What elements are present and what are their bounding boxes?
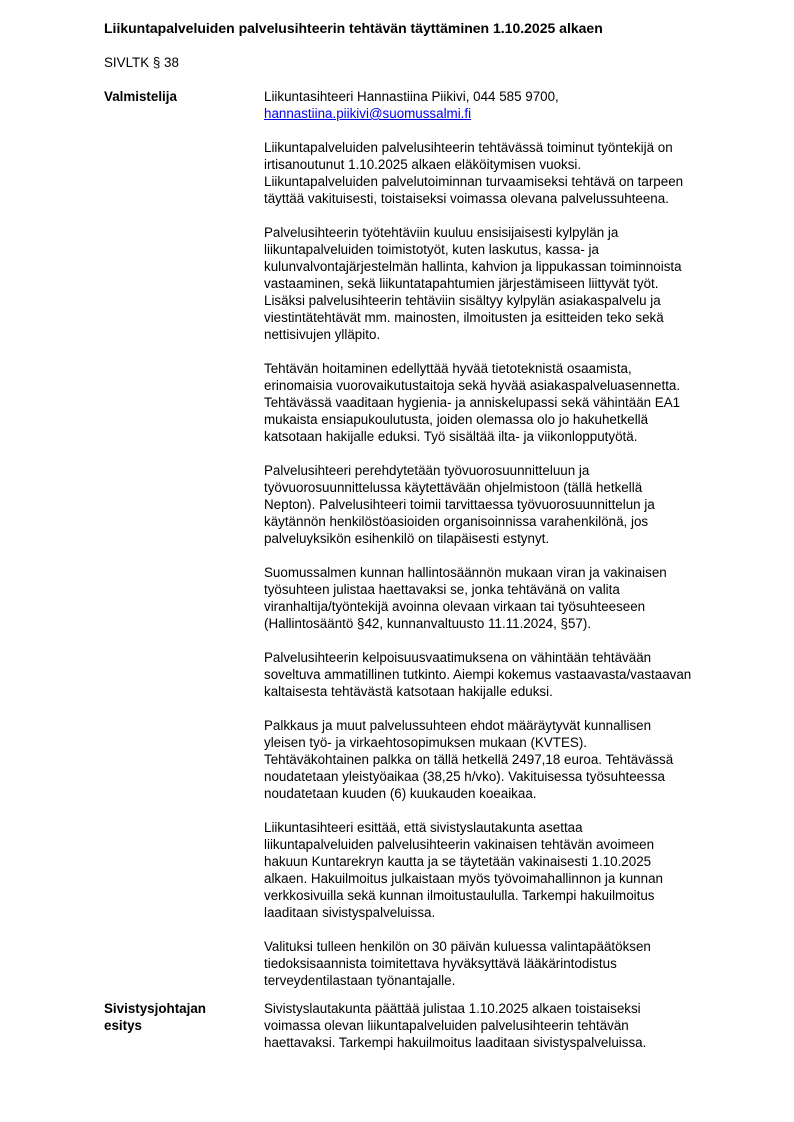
body-paragraph: [264, 139, 739, 207]
paragraph-line: katsotaan hakijalle eduksi. Työ sisältää ilta- ja viikonlopputyötä.: [264, 429, 638, 444]
paragraph-line: erinomaisia vuorovaikutustaitoja sekä hyvää asiakaspalveluasennetta.: [264, 378, 681, 393]
paragraph-line: viestintätehtävät mm. mainosten, ilmoitusten ja esitteiden teko sekä: [264, 310, 664, 325]
preparer-info: [264, 88, 739, 122]
paragraph-line: viranhaltija/työntekijä avoinna olevaan virkaan tai työsuhteeseen: [264, 599, 646, 614]
paragraph-line: tiedoksisaannista toimitettava hyväksyttävä lääkärintodistus: [264, 956, 617, 971]
paragraph-line: kulunvalvontajärjestelmän hallinta, kahvion ja lippukassan toiminnoista: [264, 259, 682, 274]
paragraph-line: Tehtävän hoitaminen edellyttää hyvää tietoteknistä osaamista,: [264, 361, 632, 376]
paragraph-line: Tehtäväkohtainen palkka on tällä hetkellä 2497,18 euroa. Tehtävässä: [264, 752, 674, 767]
paragraph-line: Palvelusihteerin kelpoisuusvaatimuksena on vähintään tehtävään: [264, 650, 652, 665]
paragraph-line: Liikuntapalveluiden palvelutoiminnan turvaamiseksi tehtävä on tarpeen: [264, 174, 684, 189]
paragraph-line: laaditaan sivistyspalveluissa.: [264, 905, 436, 920]
paragraph-line: terveydentilastaan työnantajalle.: [264, 973, 456, 988]
esitys-content: [264, 1000, 739, 1051]
section-reference: SIVLTK § 38: [104, 55, 179, 70]
paragraph-line: yleisen työ- ja virkaehtosopimuksen mukaan (KVTES).: [264, 735, 587, 750]
paragraph-line: liikuntapalveluiden palvelusihteerin vakinaisen tehtävän avoimeen: [264, 837, 655, 852]
paragraph-line: täyttää vakituisesti, toistaiseksi voimassa olevana palvelussuhteena.: [264, 191, 669, 206]
paragraph-line: Suomussalmen kunnan hallintosäännön mukaan viran ja vakinaisen: [264, 565, 667, 580]
body-paragraph: [264, 224, 739, 343]
paragraph-line: työvuorosuunnittelussa käytettävään ohjelmistoon (tällä hetkellä: [264, 480, 643, 495]
esitys-line: voimassa olevan liikuntapalveluiden palvelusihteerin tehtävän: [264, 1018, 629, 1033]
paragraph-line: palveluyksikön esihenkilö on tilapäisesti estynyt.: [264, 531, 550, 546]
paragraph-line: Palvelusihteerin työtehtäviin kuuluu ensisijaisesti kylpylän ja: [264, 225, 619, 240]
paragraph-line: mukaista ensiapukoulutusta, joiden olemassa olo jo hakuhetkellä: [264, 412, 649, 427]
esitys-line: haettavaksi. Tarkempi hakuilmoitus laaditaan sivistyspalveluissa.: [264, 1035, 647, 1050]
paragraph-line: Liikuntasihteeri esittää, että sivistyslautakunta asettaa: [264, 820, 583, 835]
paragraph-line: kaltaisesta tehtävästä katsotaan hakijalle eduksi.: [264, 684, 553, 699]
paragraph-line: Liikuntapalveluiden palvelusihteerin tehtävässä toiminut työntekijä on: [264, 140, 673, 155]
esitys-label-line1: Sivistysjohtajan: [104, 1001, 206, 1016]
paragraph-line: Valituksi tulleen henkilön on 30 päivän kuluessa valintapäätöksen: [264, 939, 651, 954]
preparer-name: Liikuntasihteeri Hannastiina Piikivi, 044 585 9700,: [264, 89, 559, 104]
body-paragraph: [264, 717, 739, 802]
paragraph-line: Lisäksi palvelusihteerin tehtäviin sisältyy kylpylän asiakaspalvelu ja: [264, 293, 661, 308]
paragraph-line: noudatetaan yleistyöaikaa (38,25 h/vko). Vakituisessa työsuhteessa: [264, 769, 665, 784]
paragraph-line: liikuntapalveluiden toimistotyöt, kuten laskutus, kassa- ja: [264, 242, 599, 257]
esitys-label: [104, 1000, 254, 1034]
paragraph-line: nettisivujen ylläpito.: [264, 327, 381, 342]
esitys-label-line2: esitys: [104, 1018, 142, 1033]
paragraph-line: noudatetaan kuuden (6) kuukauden koeaikaa.: [264, 786, 537, 801]
preparer-email-link[interactable]: hannastiina.piikivi@suomussalmi.fi: [264, 106, 472, 121]
paragraph-line: Nepton). Palvelusihteeri toimii tarvittaessa työvuorosuunnittelun ja: [264, 497, 655, 512]
paragraph-line: soveltuva ammatillinen tutkinto. Aiempi kokemus vastaavasta/vastaavan: [264, 667, 692, 682]
esitys-line: Sivistyslautakunta päättää julistaa 1.10.2025 alkaen toistaiseksi: [264, 1001, 641, 1016]
paragraph-line: verkkosivuilla sekä kunnan ilmoitustaululla. Tarkempi hakuilmoitus: [264, 888, 655, 903]
body-paragraph: [264, 564, 739, 632]
paragraph-line: Palvelusihteeri perehdytetään työvuorosuunnitteluun ja: [264, 463, 590, 478]
body-paragraphs: [264, 139, 739, 989]
paragraph-line: hakuun Kuntarekryn kautta ja se täytetään vakinaisesti 1.10.2025: [264, 854, 652, 869]
paragraph-line: käytännön henkilöstöasioiden organisoinnissa varahenkilönä, jos: [264, 514, 649, 529]
paragraph-line: vastaaminen, sekä liikuntatapahtumien järjestämiseen liittyvät työt.: [264, 276, 659, 291]
valmistelija-content: [264, 88, 739, 989]
body-paragraph: [264, 819, 739, 921]
paragraph-line: Palkkaus ja muut palvelussuhteen ehdot määräytyvät kunnallisen: [264, 718, 652, 733]
paragraph-line: alkaen. Hakuilmoitus julkaistaan myös työvoimahallinnon ja kunnan: [264, 871, 663, 886]
body-paragraph: [264, 649, 739, 700]
paragraph-line: Tehtävässä vaaditaan hygienia- ja anniskelupassi sekä vähintään EA1: [264, 395, 681, 410]
body-paragraph: [264, 462, 739, 547]
document-title: Liikuntapalveluiden palvelusihteerin tehtävän täyttäminen 1.10.2025 alkaen: [104, 20, 603, 36]
body-paragraph: [264, 360, 739, 445]
paragraph-line: työsuhteen julistaa haettavaksi se, jonka tehtävänä on valita: [264, 582, 620, 597]
valmistelija-label: Valmistelija: [104, 89, 177, 104]
paragraph-line: (Hallintosääntö §42, kunnanvaltuusto 11.11.2024, §57).: [264, 616, 592, 631]
paragraph-line: irtisanoutunut 1.10.2025 alkaen eläköitymisen vuoksi.: [264, 157, 582, 172]
body-paragraph: [264, 938, 739, 989]
